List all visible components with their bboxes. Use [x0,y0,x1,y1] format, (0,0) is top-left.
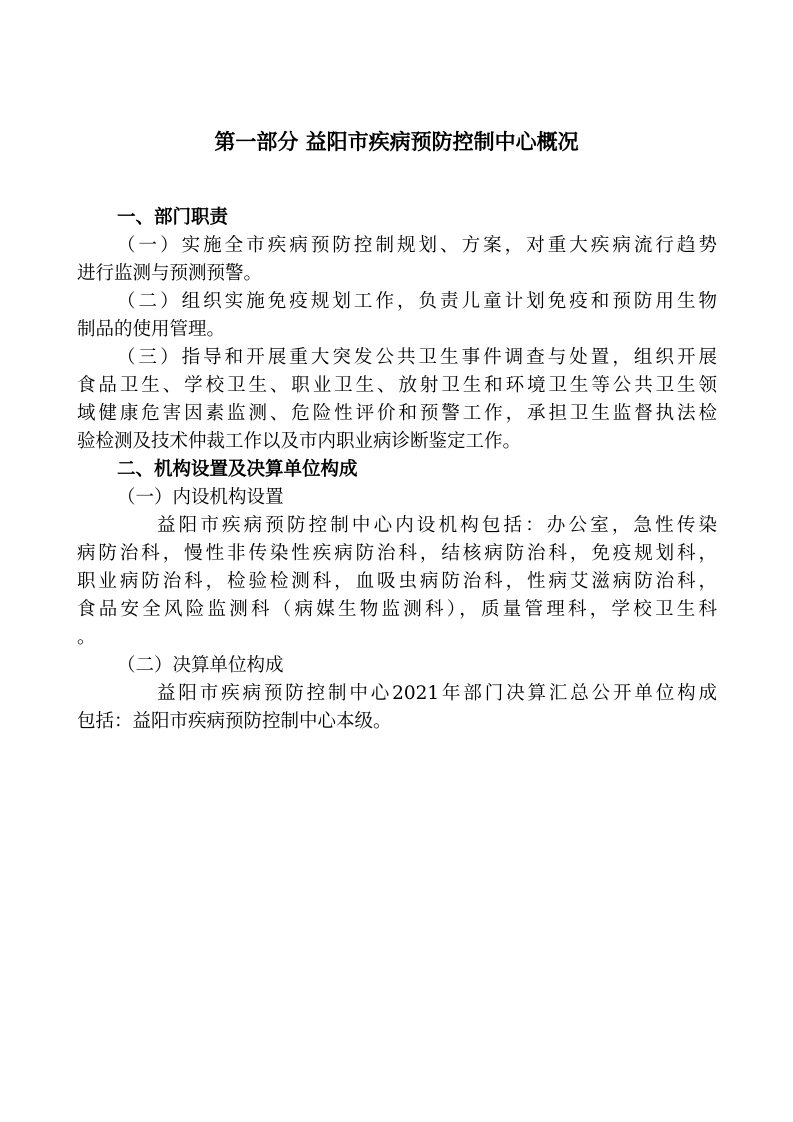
duty-item-3-line-1: （三）指导和开展重大突发公共卫生事件调查与处置，组织开展 [117,347,717,368]
internal-units-line-4: 食品安全风险监测科（病媒生物监测科），质量管理科，学校卫生科 [77,599,717,620]
duty-item-1-line-1: （一）实施全市疾病预防控制规划、方案，对重大疾病流行趋势 [117,235,717,256]
section-heading-structure: 二、机构设置及决算单位构成 [117,459,358,480]
duty-item-3-line-4: 验检测及技术仲裁工作以及市内职业病诊断鉴定工作。 [77,431,522,452]
internal-units-line-5: 。 [77,627,96,648]
duty-item-2-line-1: （二）组织实施免疫规划工作，负责儿童计划免疫和预防用生物 [117,291,717,312]
internal-units-line-3: 职业病防治科，检验检测科，血吸虫病防治科，性病艾滋病防治科， [77,571,717,592]
duty-item-2-line-2: 制品的使用管理。 [77,319,226,340]
section-heading-duties: 一、部门职责 [117,207,229,228]
duty-item-3-line-2: 食品卫生、学校卫生、职业卫生、放射卫生和环境卫生等公共卫生领 [77,375,717,396]
subsection-heading-internal-units: （一）内设机构设置 [117,487,284,508]
accounting-units-line-1: 益阳市疾病预防控制中心2021年部门决算汇总公开单位构成 [157,683,717,704]
subsection-heading-accounting-units: （二）决算单位构成 [117,655,284,676]
page-title: 第一部分 益阳市疾病预防控制中心概况 [214,130,579,154]
duty-item-3-line-3: 域健康危害因素监测、危险性评价和预警工作，承担卫生监督执法检 [77,403,717,424]
duty-item-1-line-2: 进行监测与预测预警。 [77,263,263,284]
accounting-units-line-2: 包括：益阳市疾病预防控制中心本级。 [77,711,392,732]
internal-units-line-1: 益阳市疾病预防控制中心内设机构包括：办公室，急性传染 [157,515,717,536]
internal-units-line-2: 病防治科，慢性非传染性疾病防治科，结核病防治科，免疫规划科， [77,543,717,564]
